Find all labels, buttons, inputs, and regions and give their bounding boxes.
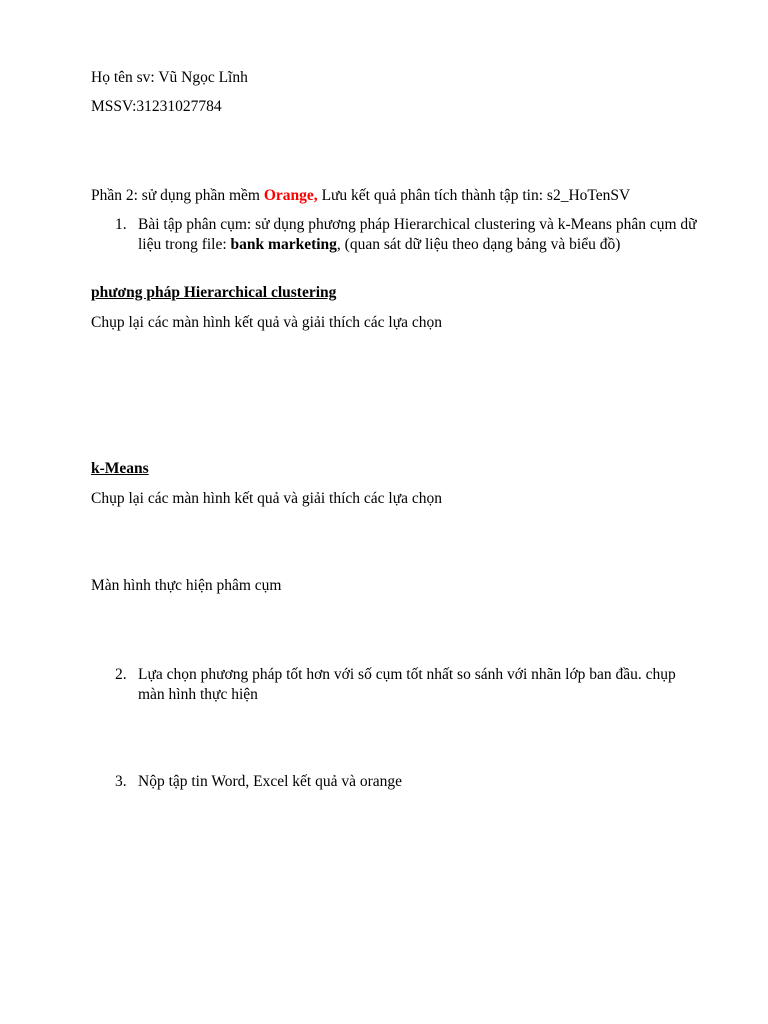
kmeans-instruction: Chụp lại các màn hình kết quả và giải thích các lựa chọn: [91, 490, 442, 507]
student-name: Họ tên sv: Vũ Ngọc Lĩnh: [91, 69, 248, 86]
dataset-name: bank marketing: [230, 236, 337, 253]
task-item-3: [91, 772, 711, 792]
kmeans-screen-note: Màn hình thực hiện phâm cụm: [91, 577, 282, 594]
hierarchical-instruction: Chụp lại các màn hình kết quả và giải thích các lựa chọn: [91, 314, 442, 331]
task-text: Lựa chọn phương pháp tốt hơn với số cụm tốt nhất so sánh với nhãn lớp ban đầu. chụp màn hình thực hiện: [138, 666, 676, 703]
kmeans-heading: k-Means: [91, 460, 149, 477]
task-text: Nộp tập tin Word, Excel kết quả và orange: [138, 773, 403, 790]
part2-line: [91, 186, 630, 206]
task-number: 2.: [115, 666, 127, 683]
part2-software: Orange,: [263, 187, 318, 204]
task-item-1: [91, 215, 711, 275]
task-text-part: , (quan sát dữ liệu theo dạng bảng và biểu đồ): [336, 236, 621, 253]
task-number: 1.: [115, 216, 127, 233]
task-text-part: Bài tập phân cụm: sử dụng phương pháp Hierarchical clustering và k-Means phân cụm dữ liệu trong file:: [138, 216, 697, 253]
part2-suffix: Lưu kết quả phân tích thành tập tin: s2_HoTenSV: [317, 187, 631, 204]
hierarchical-heading: phương pháp Hierarchical clustering: [91, 284, 337, 301]
task-item-2: [91, 665, 711, 705]
part2-prefix: Phần 2: sử dụng phần mềm: [91, 187, 264, 204]
task-text: [138, 215, 698, 255]
task-number: 3.: [115, 773, 127, 790]
student-id: MSSV:31231027784: [91, 98, 222, 115]
